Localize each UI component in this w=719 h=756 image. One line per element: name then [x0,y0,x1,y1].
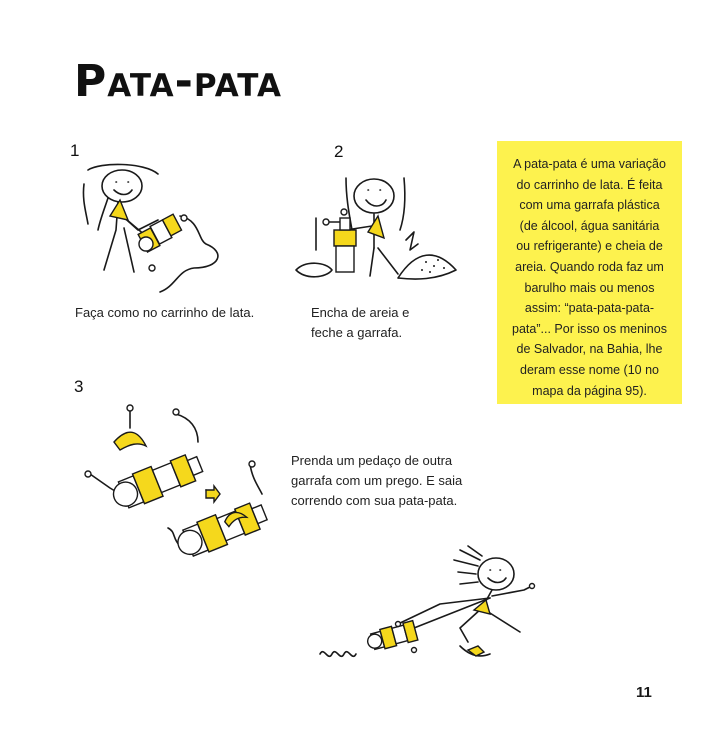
running-boy-drawing [310,546,550,676]
step-2-caption-line: feche a garrafa. [311,325,403,340]
step-3-caption-line: Prenda um pedaço de outra [291,453,453,468]
info-line: assim: “pata-pata-pata- [524,301,655,316]
step-2-number: 2 [334,142,344,161]
info-line: A pata-pata é uma variação [513,157,666,171]
info-line: mapa da página 95). [532,383,647,398]
step-3-caption-line: correndo com sua pata-pata. [291,493,458,508]
page-number: 11 [636,684,652,701]
boy-filling-bottle-with-sand-drawing [286,170,466,290]
info-line: com uma garrafa plástica [519,198,660,213]
info-box [497,141,682,404]
info-line: do carrinho de lata. É feita [516,177,663,192]
step-3-caption-line: garrafa com um prego. E saia [291,473,463,488]
step-3-caption [291,451,462,511]
info-line: deram esse nome (10 no [520,362,659,377]
step-1-number: 1 [70,141,80,160]
step-1-caption: Faça como no carrinho de lata. [75,305,255,320]
info-line: (de álcool, água sanitária [519,218,660,233]
step-2-caption [311,303,409,343]
page-title: Pata-pata [74,56,283,107]
step-3-number: 3 [74,377,84,396]
info-line: ou refrigerante) e cheia de [516,239,663,254]
boy-pulling-can-toy-drawing [80,160,230,300]
info-line: barulho mais ou menos [524,280,655,295]
step-2-caption-line: Encha de areia e [311,305,410,320]
info-line: areia. Quando roda faz um [515,259,664,274]
toy-assembly-drawing [80,398,280,558]
info-line: pata”... Por isso os meninos [512,321,667,336]
info-line: de Salvador, na Bahia, lhe [516,342,663,357]
